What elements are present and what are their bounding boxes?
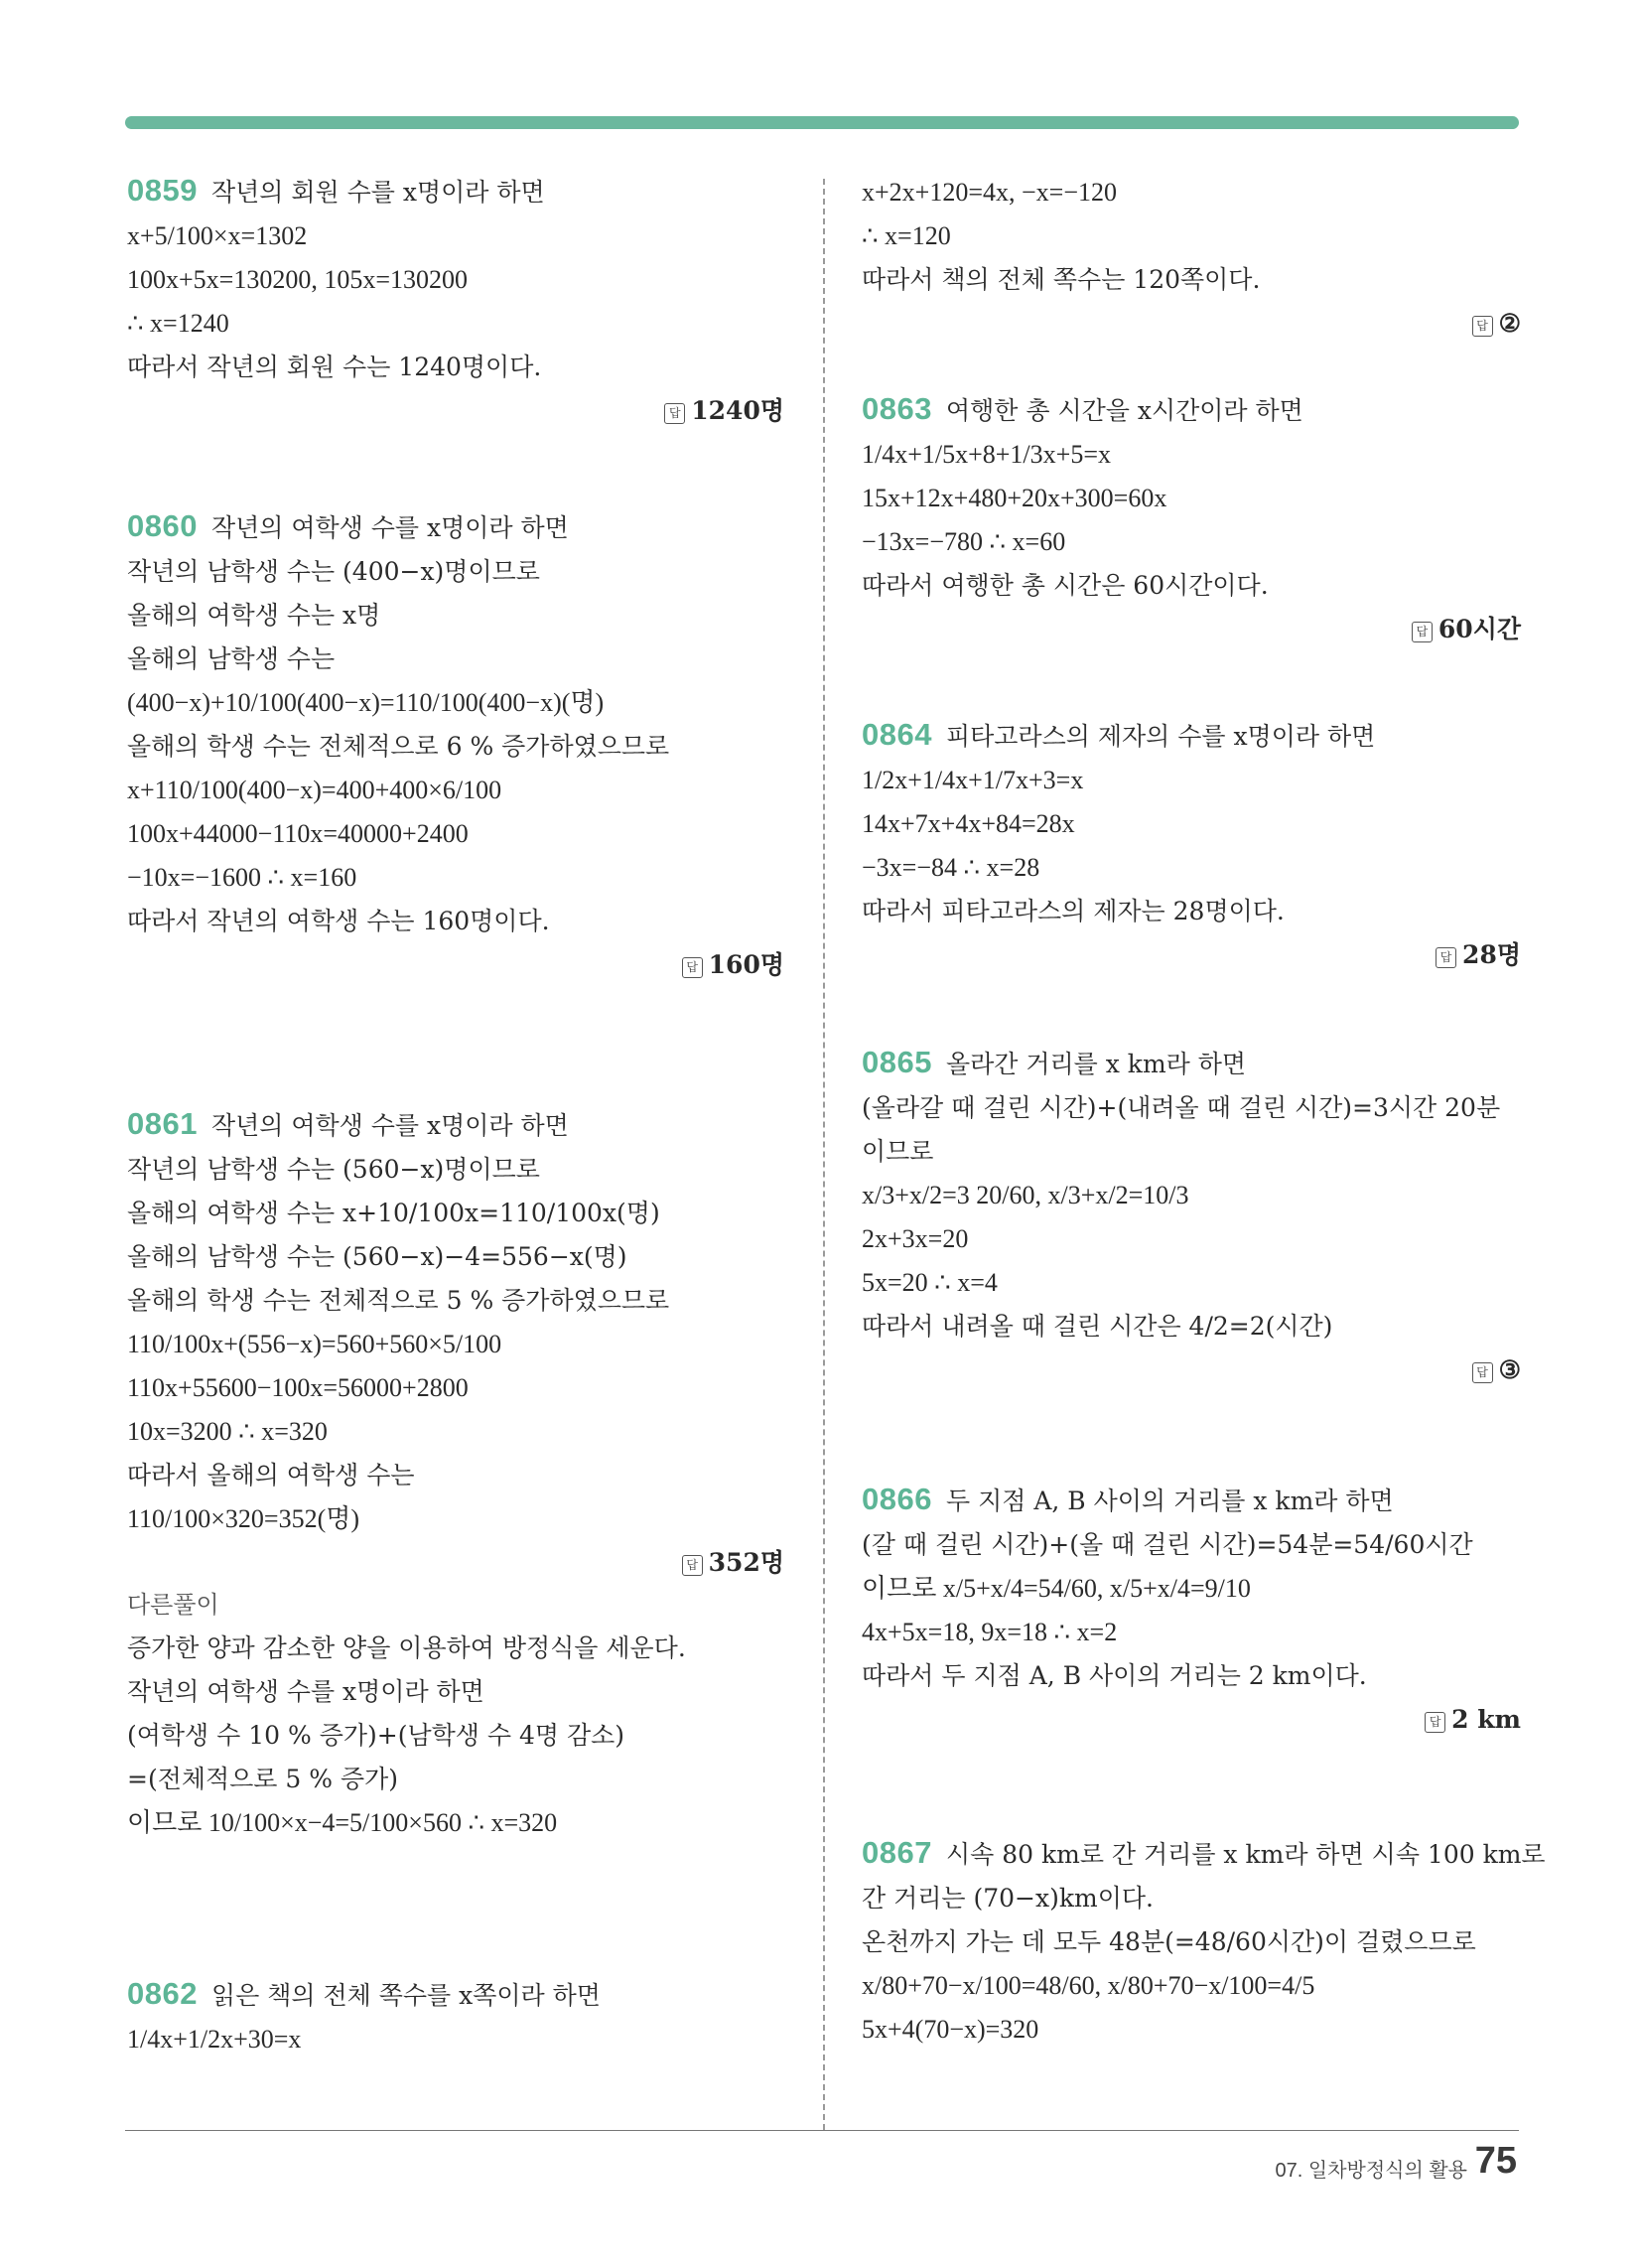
solution-line: 1/4x+1/5x+8+1/3x+5=x bbox=[862, 440, 1111, 469]
answer-value: 1240명 bbox=[691, 396, 784, 425]
problem-number: 0866 bbox=[862, 1482, 932, 1516]
answer-box-icon: 답 bbox=[664, 403, 685, 424]
solution-line: 따라서 내려올 때 걸린 시간은 4/2=2(시간) bbox=[862, 1312, 1333, 1341]
answer-value: 28명 bbox=[1462, 940, 1521, 969]
top-accent-bar bbox=[125, 116, 1519, 129]
problem-title: 작년의 여학생 수를 x명이라 하면 bbox=[210, 513, 569, 542]
solution-line: (올라갈 때 걸린 시간)+(내려올 때 걸린 시간)=3시간 20분 bbox=[862, 1093, 1501, 1122]
answer-value: 160명 bbox=[708, 950, 784, 979]
answer bbox=[862, 612, 1521, 647]
solution-line: 올해의 여학생 수는 x명 bbox=[127, 601, 381, 630]
problem-title: 여행한 총 시간을 x시간이라 하면 bbox=[945, 396, 1303, 425]
solution-line: 100x+5x=130200, 105x=130200 bbox=[127, 265, 468, 294]
solution-line: 110/100x+(556−x)=560+560×5/100 bbox=[127, 1330, 502, 1358]
solution-line: 따라서 작년의 여학생 수는 160명이다. bbox=[127, 907, 550, 935]
solution-line: x+110/100(400−x)=400+400×6/100 bbox=[127, 776, 502, 804]
alternative-line: 작년의 여학생 수를 x명이라 하면 bbox=[127, 1677, 484, 1706]
solution-line: 따라서 책의 전체 쪽수는 120쪽이다. bbox=[862, 265, 1261, 294]
solution-line: 올해의 남학생 수는 (560−x)−4=556−x(명) bbox=[127, 1242, 627, 1271]
problem-0859 bbox=[127, 171, 784, 429]
solution-line: x+2x+120=4x, −x=−120 bbox=[862, 178, 1117, 207]
answer-box-icon: 답 bbox=[1425, 1712, 1445, 1733]
problem-0867 bbox=[862, 1833, 1546, 2055]
solution-line: ∴ x=1240 bbox=[127, 309, 229, 338]
problem-number: 0864 bbox=[862, 717, 932, 752]
solution-line: (400−x)+10/100(400−x)=110/100(400−x)(명) bbox=[127, 688, 605, 717]
solution-line: 10x=3200 ∴ x=320 bbox=[127, 1417, 328, 1446]
solution-line: −3x=−84 ∴ x=28 bbox=[862, 853, 1040, 882]
solution-line: 올해의 학생 수는 전체적으로 5 % 증가하였으므로 bbox=[127, 1286, 670, 1315]
answer-value: 60시간 bbox=[1437, 615, 1521, 643]
problem-0865 bbox=[862, 1043, 1521, 1388]
problem-title: 작년의 회원 수를 x명이라 하면 bbox=[210, 178, 545, 207]
alternative-line: (여학생 수 10 % 증가)+(남학생 수 4명 감소) bbox=[127, 1721, 625, 1750]
solution-line: 올해의 여학생 수는 x+10/100x=110/100x(명) bbox=[127, 1199, 660, 1227]
problem-title: 올라간 거리를 x km라 하면 bbox=[945, 1050, 1247, 1078]
solution-line: 1/2x+1/4x+1/7x+3=x bbox=[862, 766, 1084, 794]
alternative-solution-label: 다른풀이 bbox=[127, 1592, 219, 1619]
problem-0861 bbox=[127, 1104, 784, 1849]
solution-line: 110/100×320=352(명) bbox=[127, 1504, 360, 1533]
problem-0864 bbox=[862, 715, 1521, 973]
problem-title: 두 지점 A, B 사이의 거리를 x km라 하면 bbox=[945, 1487, 1394, 1515]
alternative-line: 이므로 10/100×x−4=5/100×560 ∴ x=320 bbox=[127, 1808, 558, 1837]
answer-box-icon: 답 bbox=[1436, 947, 1456, 968]
solution-line: −10x=−1600 ∴ x=160 bbox=[127, 863, 357, 892]
problem-0863 bbox=[862, 389, 1521, 647]
answer bbox=[127, 947, 784, 983]
solution-line: 온천까지 가는 데 모두 48분(=48/60시간)이 걸렸으므로 bbox=[862, 1927, 1476, 1956]
problem-0862 bbox=[127, 1974, 784, 2065]
problem-number: 0860 bbox=[127, 508, 198, 543]
problem-number: 0862 bbox=[127, 1976, 198, 2011]
solution-line: 이므로 x/5+x/4=54/60, x/5+x/4=9/10 bbox=[862, 1574, 1251, 1603]
problem-number: 0865 bbox=[862, 1045, 932, 1079]
problem-title: 작년의 여학생 수를 x명이라 하면 bbox=[210, 1111, 569, 1140]
solution-line: 따라서 올해의 여학생 수는 bbox=[127, 1461, 415, 1489]
solution-line: 4x+5x=18, 9x=18 ∴ x=2 bbox=[862, 1618, 1118, 1646]
answer bbox=[862, 306, 1521, 342]
problem-number: 0863 bbox=[862, 391, 932, 426]
solution-line: −13x=−780 ∴ x=60 bbox=[862, 527, 1066, 556]
answer-box-icon: 답 bbox=[682, 1555, 703, 1576]
solution-line: 이므로 bbox=[862, 1137, 934, 1166]
solution-line: 올해의 학생 수는 전체적으로 6 % 증가하였으므로 bbox=[127, 732, 670, 761]
solution-line: 1/4x+1/2x+30=x bbox=[127, 2025, 302, 2054]
column-divider bbox=[823, 179, 825, 2130]
answer bbox=[862, 1352, 1521, 1388]
answer bbox=[862, 1702, 1521, 1738]
answer bbox=[862, 937, 1521, 973]
solution-line: 110x+55600−100x=56000+2800 bbox=[127, 1373, 469, 1402]
problem-title: 읽은 책의 전체 쪽수를 x쪽이라 하면 bbox=[210, 1981, 601, 2010]
answer-value: ③ bbox=[1498, 1355, 1521, 1384]
solution-line: x/80+70−x/100=48/60, x/80+70−x/100=4/5 bbox=[862, 1971, 1315, 2000]
problem-0862-continued bbox=[862, 175, 1521, 342]
problem-title: 시속 80 km로 간 거리를 x km라 하면 시속 100 km로 bbox=[945, 1840, 1546, 1869]
solution-line: 올해의 남학생 수는 bbox=[127, 644, 336, 673]
solution-line: 작년의 남학생 수는 (560−x)명이므로 bbox=[127, 1155, 540, 1184]
answer-box-icon: 답 bbox=[1472, 316, 1493, 337]
solution-line: 2x+3x=20 bbox=[862, 1224, 969, 1253]
answer-value: 352명 bbox=[708, 1548, 784, 1577]
solution-line: 간 거리는 (70−x)km이다. bbox=[862, 1884, 1154, 1913]
solution-line: 14x+7x+4x+84=28x bbox=[862, 809, 1075, 838]
solution-line: (갈 때 걸린 시간)+(올 때 걸린 시간)=54분=54/60시간 bbox=[862, 1530, 1473, 1559]
problem-number: 0867 bbox=[862, 1835, 932, 1870]
problem-number: 0859 bbox=[127, 173, 198, 208]
answer-value: 2 km bbox=[1451, 1705, 1521, 1734]
problem-0866 bbox=[862, 1480, 1521, 1738]
problem-0860 bbox=[127, 506, 784, 983]
problem-title: 피타고라스의 제자의 수를 x명이라 하면 bbox=[945, 722, 1376, 751]
chapter-title: 07. 일차방정식의 활용 bbox=[1275, 2160, 1467, 2182]
problem-number: 0861 bbox=[127, 1106, 198, 1141]
alternative-line: 증가한 양과 감소한 양을 이용하여 방정식을 세운다. bbox=[127, 1633, 686, 1662]
solution-line: x/3+x/2=3 20/60, x/3+x/2=10/3 bbox=[862, 1181, 1189, 1209]
answer bbox=[127, 393, 784, 429]
solution-line: 따라서 여행한 총 시간은 60시간이다. bbox=[862, 571, 1269, 600]
solution-line: 5x+4(70−x)=320 bbox=[862, 2015, 1039, 2044]
answer-box-icon: 답 bbox=[682, 957, 703, 978]
solution-line: ∴ x=120 bbox=[862, 221, 951, 250]
solution-line: 따라서 작년의 회원 수는 1240명이다. bbox=[127, 353, 542, 381]
alternative-line: =(전체적으로 5 % 증가) bbox=[127, 1765, 399, 1793]
page-number: 75 bbox=[1474, 2140, 1517, 2182]
answer bbox=[127, 1545, 784, 1581]
solution-line: 따라서 두 지점 A, B 사이의 거리는 2 km이다. bbox=[862, 1661, 1367, 1690]
solution-line: x+5/100×x=1302 bbox=[127, 221, 308, 250]
solution-line: 작년의 남학생 수는 (400−x)명이므로 bbox=[127, 557, 540, 586]
answer-box-icon: 답 bbox=[1412, 622, 1433, 642]
solution-line: 15x+12x+480+20x+300=60x bbox=[862, 484, 1167, 512]
answer-value: ② bbox=[1498, 309, 1521, 338]
footer-rule bbox=[125, 2130, 1519, 2131]
solution-line: 100x+44000−110x=40000+2400 bbox=[127, 819, 469, 848]
solution-line: 5x=20 ∴ x=4 bbox=[862, 1268, 998, 1297]
answer-box-icon: 답 bbox=[1472, 1362, 1493, 1383]
solution-line: 따라서 피타고라스의 제자는 28명이다. bbox=[862, 897, 1285, 925]
